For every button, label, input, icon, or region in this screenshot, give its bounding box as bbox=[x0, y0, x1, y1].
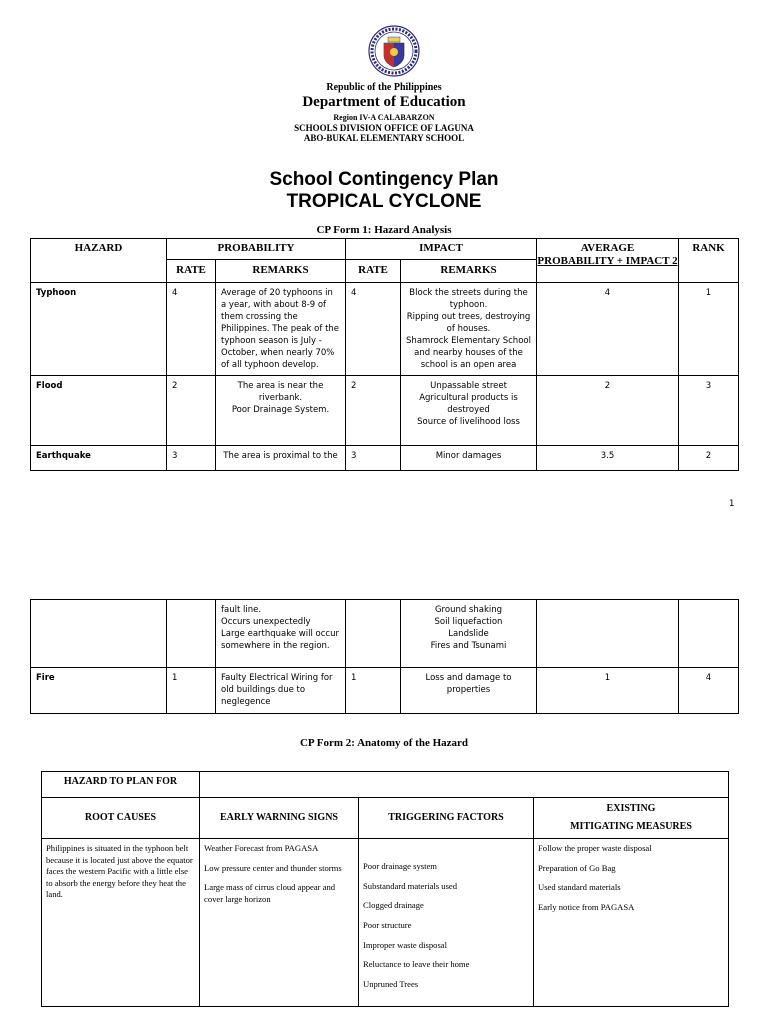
rank-cell bbox=[679, 600, 739, 668]
list-item: Early notice from PAGASA bbox=[538, 902, 635, 913]
average-cell: 2 bbox=[537, 376, 679, 446]
republic-line: Republic of the Philippines bbox=[326, 82, 442, 93]
list-item: Used standard materials bbox=[538, 882, 621, 893]
table-row bbox=[31, 668, 739, 714]
list-item: Low pressure center and thunder storms bbox=[204, 862, 342, 873]
impact-rate-cell: 2 bbox=[346, 376, 401, 446]
header-probability: PROBABILITY bbox=[167, 239, 346, 260]
header-root-causes: ROOT CAUSES bbox=[42, 798, 200, 839]
hazard-cell: Typhoon bbox=[31, 283, 167, 376]
impact-remarks-cell: Block the streets during the typhoon. Ripping out trees, destroying of houses. Shamrock Elementary School and nearby houses of the school is an open area bbox=[401, 283, 537, 376]
prob-remarks-cell: Average of 20 typhoons in a year, with about 8-9 of them crossing the Philippines. The peak of the typhoon season is July - October, when nearly 70% of all typhoon develop. bbox=[216, 283, 346, 376]
rank-cell: 4 bbox=[679, 668, 739, 714]
average-cell bbox=[537, 600, 679, 668]
header-hazard: HAZARD bbox=[31, 239, 167, 283]
region-line: Region IV-A CALABARZON bbox=[333, 113, 435, 122]
list-item: Improper waste disposal bbox=[363, 939, 448, 950]
root-causes-cell: Philippines is situated in the typhoon belt because it is located just above the equator faces the western Pacific with a little else to absorb the energy before they heat the land. bbox=[42, 839, 200, 1007]
table-row bbox=[31, 600, 739, 668]
deped-seal bbox=[368, 25, 420, 77]
hazard-to-plan-label: HAZARD TO PLAN FOR bbox=[42, 772, 200, 798]
impact-remarks-cell: Ground shaking Soil liquefaction Landslide Fires and Tsunami bbox=[401, 600, 537, 668]
prob-remarks-cell: Faulty Electrical Wiring for old buildings due to neglegence bbox=[216, 668, 346, 714]
header-existing-label: EXISTING bbox=[606, 803, 656, 814]
hazard-to-plan-value bbox=[200, 772, 729, 798]
header-mitigating-label: MITIGATING MEASURES bbox=[570, 821, 692, 832]
hazard-cell: Fire bbox=[31, 668, 167, 714]
header-impact-remarks: REMARKS bbox=[401, 260, 537, 283]
header-prob-remarks: REMARKS bbox=[216, 260, 346, 283]
prob-rate-cell bbox=[167, 600, 216, 668]
impact-rate-cell bbox=[346, 600, 401, 668]
table-row bbox=[42, 839, 729, 1007]
list-item: Clogged drainage bbox=[363, 900, 424, 911]
header-rank: RANK bbox=[679, 239, 739, 283]
impact-remarks-cell: Minor damages bbox=[401, 446, 537, 471]
impact-remarks-cell: Unpassable street Agricultural products is destroyed Source of livelihood loss bbox=[401, 376, 537, 446]
prob-rate-cell: 2 bbox=[167, 376, 216, 446]
header-triggering: TRIGGERING FACTORS bbox=[359, 798, 534, 839]
department-line: Department of Education bbox=[302, 94, 466, 110]
impact-remarks-cell: Loss and damage to properties bbox=[401, 668, 537, 714]
rank-cell: 2 bbox=[679, 446, 739, 471]
prob-rate-cell: 1 bbox=[167, 668, 216, 714]
header-average bbox=[537, 239, 679, 283]
average-cell: 4 bbox=[537, 283, 679, 376]
list-item: Large mass of cirrus cloud appear and cover large horizon bbox=[204, 882, 336, 904]
header-impact: IMPACT bbox=[346, 239, 537, 260]
prob-rate-cell: 3 bbox=[167, 446, 216, 471]
prob-remarks-cell: The area is near the riverbank. Poor Drainage System. bbox=[216, 376, 346, 446]
hazard-analysis-table-continued bbox=[30, 599, 739, 714]
list-item: Unpruned Trees bbox=[363, 979, 419, 990]
page-title: School Contingency Plan bbox=[269, 169, 499, 190]
mitigating-cell bbox=[534, 839, 729, 1007]
header-prob-rate: RATE bbox=[167, 260, 216, 283]
page-subtitle: TROPICAL CYCLONE bbox=[286, 191, 482, 212]
table-row bbox=[31, 446, 739, 471]
list-item: Follow the proper waste disposal bbox=[538, 843, 652, 853]
impact-rate-cell: 3 bbox=[346, 446, 401, 471]
school-line: ABO-BUKAL ELEMENTARY SCHOOL bbox=[303, 133, 465, 143]
table-row bbox=[31, 376, 739, 446]
hazard-analysis-table bbox=[30, 238, 739, 471]
hazard-cell: Flood bbox=[31, 376, 167, 446]
hazard-anatomy-table bbox=[41, 771, 729, 1007]
average-cell: 1 bbox=[537, 668, 679, 714]
form1-title: CP Form 1: Hazard Analysis bbox=[316, 224, 452, 236]
prob-remarks-cell: The area is proximal to the bbox=[216, 446, 346, 471]
hazard-cell bbox=[31, 600, 167, 668]
division-line: SCHOOLS DIVISION OFFICE OF LAGUNA bbox=[294, 123, 474, 133]
prob-rate-cell: 4 bbox=[167, 283, 216, 376]
prob-remarks-cell: fault line. Occurs unexpectedly Large earthquake will occur somewhere in the region. bbox=[216, 600, 346, 668]
impact-rate-cell: 1 bbox=[346, 668, 401, 714]
header-mitigating bbox=[534, 798, 729, 839]
list-item: Poor drainage system bbox=[363, 861, 437, 871]
header-early-warning: EARLY WARNING SIGNS bbox=[200, 798, 359, 839]
form2-title: CP Form 2: Anatomy of the Hazard bbox=[299, 737, 469, 749]
header-impact-rate: RATE bbox=[346, 260, 401, 283]
triggering-cell bbox=[359, 839, 534, 1007]
hazard-cell: Earthquake bbox=[31, 446, 167, 471]
list-item: Substandard materials used bbox=[363, 880, 458, 891]
impact-rate-cell: 4 bbox=[346, 283, 401, 376]
list-item: Reluctance to leave their home bbox=[363, 959, 470, 970]
rank-cell: 1 bbox=[679, 283, 739, 376]
list-item: Preparation of Go Bag bbox=[538, 862, 616, 873]
rank-cell: 3 bbox=[679, 376, 739, 446]
header-average-formula: PROBABILITY + IMPACT 2 bbox=[537, 255, 678, 267]
early-warning-cell bbox=[200, 839, 359, 1007]
table-row bbox=[31, 283, 739, 376]
header-average-label: AVERAGE bbox=[580, 242, 635, 254]
list-item: Poor structure bbox=[363, 920, 412, 931]
average-cell: 3.5 bbox=[537, 446, 679, 471]
page-number: 1 bbox=[729, 499, 735, 509]
list-item: Weather Forecast from PAGASA bbox=[204, 843, 319, 853]
